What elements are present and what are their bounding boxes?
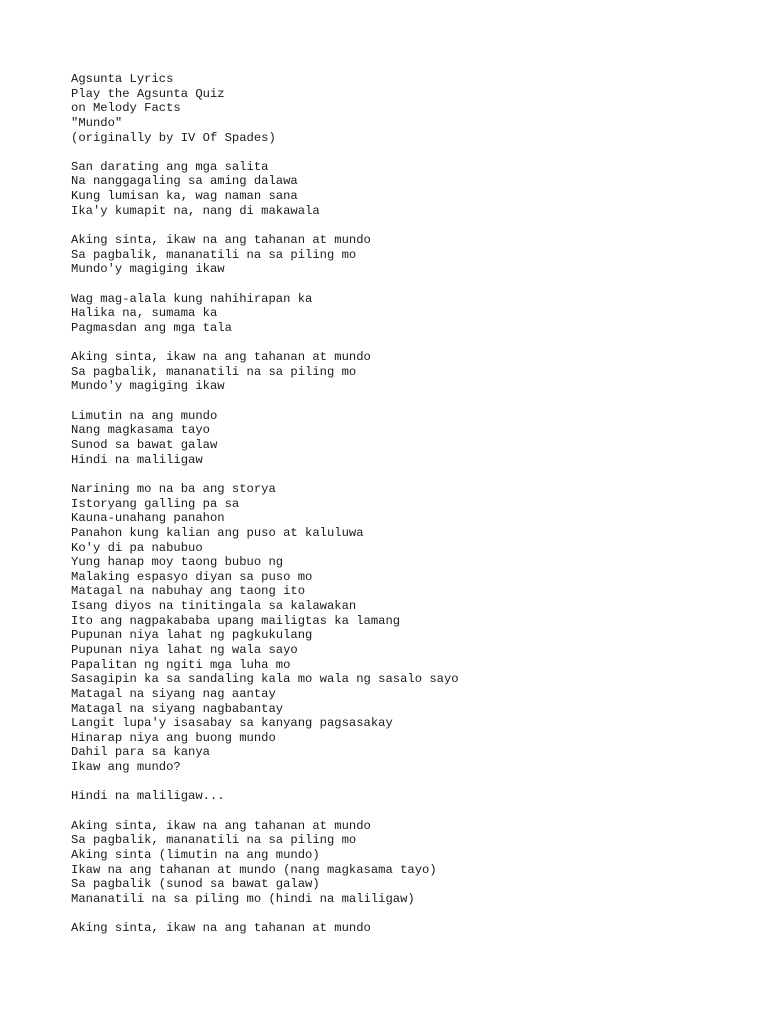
lyric-line: Sa pagbalik, mananatili na sa piling mo: [71, 364, 357, 379]
lyric-line: Na nanggagaling sa aming dalawa: [71, 174, 298, 189]
lyric-line: Pagmasdan ang mga tala: [71, 320, 232, 335]
lyric-line: Aking sinta, ikaw na ang tahanan at mundo: [71, 350, 371, 365]
lyric-line: Ikaw ang mundo?: [71, 760, 181, 775]
lyric-line: Yung hanap moy taong bubuo ng: [71, 555, 284, 570]
lyric-line: Sasagipin ka sa sandaling kala mo wala ng sasalo sayo: [71, 672, 459, 687]
lyrics-document: [71, 72, 751, 950]
lyric-line: Panahon kung kalian ang puso at kaluluwa: [71, 525, 364, 540]
stanza-chorus-1: [71, 233, 751, 277]
lyric-line: Hinarap niya ang buong mundo: [71, 730, 276, 745]
stanza-verse-2: [71, 292, 751, 336]
lyric-line: Sa pagbalik, mananatili na sa piling mo: [71, 247, 357, 262]
lyric-line: Aking sinta, ikaw na ang tahanan at mundo: [71, 233, 371, 248]
stanza-header: [71, 72, 751, 145]
lyric-line: Pupunan niya lahat ng pagkukulang: [71, 628, 313, 643]
lyric-line: Narining mo na ba ang storya: [71, 481, 276, 496]
lyric-line: Malaking espasyo diyan sa puso mo: [71, 569, 313, 584]
stanza-rap: [71, 482, 751, 775]
lyric-line: Mundo'y magiging ikaw: [71, 262, 225, 277]
lyric-line: Sa pagbalik, mananatili na sa piling mo: [71, 833, 357, 848]
lyric-line: Papalitan ng ngiti mga luha mo: [71, 657, 291, 672]
lyric-line: (originally by IV Of Spades): [71, 130, 276, 145]
lyric-line: Dahil para sa kanya: [71, 745, 210, 760]
lyric-line: Ko'y di pa nabubuo: [71, 540, 203, 555]
stanza-chorus-3: [71, 819, 751, 907]
lyric-line: "Mundo": [71, 115, 123, 130]
lyric-line: Matagal na siyang nagbabantay: [71, 701, 284, 716]
lyric-line: Aking sinta, ikaw na ang tahanan at mundo: [71, 921, 371, 936]
lyric-line: Pupunan niya lahat ng wala sayo: [71, 642, 298, 657]
stanza-bridge: [71, 409, 751, 468]
lyric-line: Hindi na maliligaw: [71, 452, 203, 467]
lyric-line: Sunod sa bawat galaw: [71, 438, 218, 453]
lyric-line: Hindi na maliligaw...: [71, 789, 225, 804]
lyric-line: Matagal na nabuhay ang taong ito: [71, 584, 306, 599]
lyric-line: Istoryang galling pa sa: [71, 496, 240, 511]
lyric-line: Isang diyos na tinitingala sa kalawakan: [71, 599, 357, 614]
lyric-line: Aking sinta, ikaw na ang tahanan at mundo: [71, 818, 371, 833]
stanza-interlude: [71, 789, 751, 804]
lyric-line: Mundo'y magiging ikaw: [71, 379, 225, 394]
lyric-line: San darating ang mga salita: [71, 159, 269, 174]
lyric-line: Ito ang nagpakababa upang mailigtas ka lamang: [71, 613, 401, 628]
stanza-chorus-2: [71, 350, 751, 394]
lyric-line: Langit lupa'y isasabay sa kanyang pagsasakay: [71, 716, 393, 731]
lyric-line: Limutin na ang mundo: [71, 408, 218, 423]
lyric-line: Nang magkasama tayo: [71, 423, 210, 438]
lyric-line: Sa pagbalik (sunod sa bawat galaw): [71, 877, 320, 892]
lyric-line: on Melody Facts: [71, 101, 181, 116]
lyric-line: Mananatili na sa piling mo (hindi na maliligaw): [71, 891, 415, 906]
lyric-line: Kung lumisan ka, wag naman sana: [71, 189, 298, 204]
lyric-line: Play the Agsunta Quiz: [71, 86, 225, 101]
lyric-line: Matagal na siyang nag aantay: [71, 686, 276, 701]
lyric-line: Halika na, sumama ka: [71, 306, 218, 321]
lyric-line: Ika'y kumapit na, nang di makawala: [71, 203, 320, 218]
lyric-line: Aking sinta (limutin na ang mundo): [71, 847, 320, 862]
lyric-line: Wag mag-alala kung nahihirapan ka: [71, 291, 313, 306]
lyric-line: Ikaw na ang tahanan at mundo (nang magkasama tayo): [71, 862, 437, 877]
stanza-verse-1: [71, 160, 751, 219]
lyric-line: Agsunta Lyrics: [71, 72, 174, 86]
stanza-outro: [71, 921, 751, 936]
lyric-line: Kauna-unahang panahon: [71, 511, 225, 526]
